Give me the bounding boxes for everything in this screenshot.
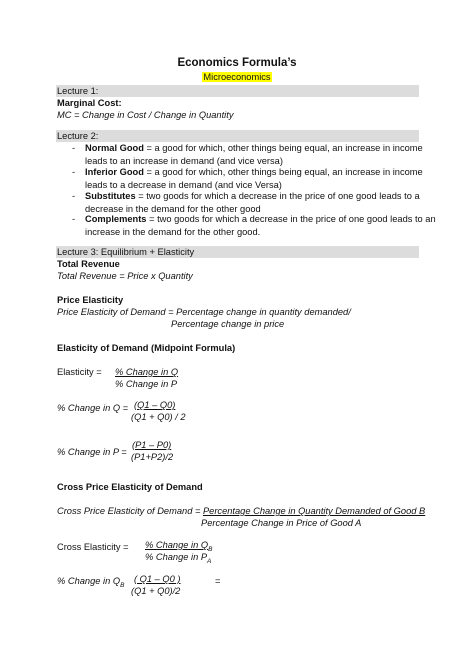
definition-line2: increase in the demand for the other good. (85, 226, 261, 237)
list-item (85, 142, 423, 167)
lecture3-heading: Lecture 3: Equilibrium + Elasticity (57, 247, 195, 257)
price-elasticity-title: Price Elasticity (57, 295, 124, 305)
lecture2-band (56, 130, 419, 142)
elasticity-denominator: % Change in P (115, 379, 178, 389)
definition-line1: = a good for which, other things being equal, an increase in income (143, 167, 423, 177)
total-revenue-title: Total Revenue (57, 259, 120, 269)
subscript: A (207, 557, 212, 565)
definition-line2: decrease in the demand for the other good (85, 203, 261, 214)
marginal-cost-title: Marginal Cost: (57, 98, 122, 108)
cross-elasticity-numerator (145, 539, 212, 552)
term: Complements (85, 214, 147, 224)
list-bullet: - (72, 191, 76, 201)
marginal-cost-formula: MC = Change in Cost / Change in Quantity (57, 110, 234, 120)
cross-elasticity-label: Cross Elasticity = (57, 542, 129, 552)
definition-line2: leads to a decrease in demand (and vice Versa) (85, 179, 282, 190)
definition-line1: = a good for which, other things being equal, an increase in income (143, 143, 423, 153)
subscript: B (208, 545, 213, 553)
change-in-qb-label (57, 575, 124, 588)
lecture1-band (56, 85, 419, 97)
cross-price-formula (57, 505, 425, 518)
cross-price-elasticity-title: Cross Price Elasticity of Demand (57, 482, 203, 492)
cross-price-prefix: Cross Price Elasticity of Demand = (57, 506, 203, 516)
subtitle (0, 71, 474, 84)
lecture1-heading: Lecture 1: (57, 86, 99, 96)
change-in-qb-numerator: ( Q1 – Q0 ) (134, 574, 181, 584)
change-in-q-label: % Change in Q = (57, 403, 129, 413)
change-in-qb-label-text: % Change in Q (57, 576, 121, 586)
list-bullet: - (72, 167, 76, 177)
change-in-p-denominator: (P1+P2)/2 (131, 452, 174, 462)
term: Substitutes (85, 191, 136, 201)
lecture3-band (56, 246, 419, 258)
definition-line1: = two goods for which a decrease in the price of one good leads to a (135, 191, 420, 201)
definition-line2: leads to an increase in demand (and vice versa) (85, 155, 283, 166)
elasticity-label: Elasticity = (57, 367, 102, 377)
list-item (85, 166, 423, 191)
term: Inferior Good (85, 167, 144, 177)
equals-sign: = (215, 576, 221, 586)
subscript: B (120, 581, 125, 589)
price-elasticity-line1: Price Elasticity of Demand = Percentage change in quantity demanded/ (57, 307, 351, 317)
cross-price-denominator: Percentage Change in Price of Good A (201, 518, 362, 528)
document-title: Economics Formula’s (177, 57, 297, 69)
subtitle-highlight: Microeconomics (203, 72, 271, 82)
total-revenue-formula: Total Revenue = Price x Quantity (57, 271, 193, 281)
list-item (85, 213, 436, 238)
cross-price-numerator: Percentage Change in Quantity Demanded of Good B (202, 506, 426, 516)
change-in-qb-denominator: (Q1 + Q0)/2 (131, 586, 181, 596)
price-elasticity-line2: Percentage change in price (171, 319, 285, 329)
list-bullet: - (72, 214, 76, 224)
list-bullet: - (72, 143, 76, 153)
cross-elasticity-denominator-text: % Change in P (145, 552, 208, 562)
change-in-q-denominator: (Q1 + Q0) / 2 (131, 412, 186, 422)
definition-line1: = two goods for which a decrease in the price of one good leads to an (146, 214, 436, 224)
midpoint-formula-title: Elasticity of Demand (Midpoint Formula) (57, 343, 236, 353)
cross-elasticity-denominator (145, 551, 211, 564)
change-in-p-numerator: (P1 – P0) (132, 440, 172, 450)
term: Normal Good (85, 143, 144, 153)
list-item (85, 190, 420, 215)
cross-elasticity-numerator-text: % Change in Q (145, 540, 209, 550)
change-in-q-numerator: (Q1 – Q0) (134, 400, 176, 410)
elasticity-numerator: % Change in Q (115, 367, 179, 377)
change-in-p-label: % Change in P = (57, 447, 127, 457)
lecture2-heading: Lecture 2: (57, 131, 99, 141)
